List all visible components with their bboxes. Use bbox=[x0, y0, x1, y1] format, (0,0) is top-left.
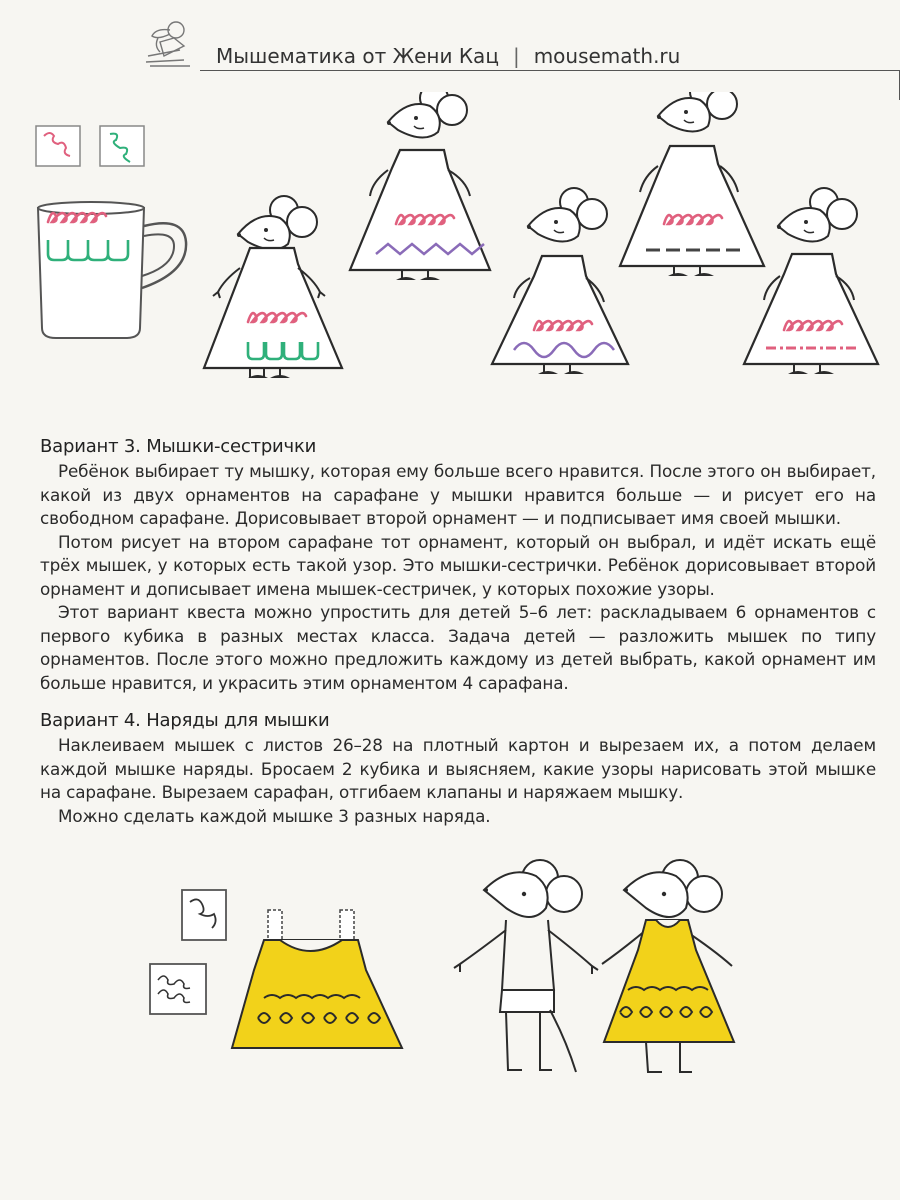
mug-icon bbox=[38, 202, 186, 338]
mouse-4-icon bbox=[620, 92, 764, 276]
ornament-card-pink-icon bbox=[36, 126, 80, 166]
variant-3-paragraph-3: Этот вариант квеста можно упростить для детей 5–6 лет: раскладываем 6 орнаментов с первого кубика в разных местах класса. Задача детей — разложить мышек по типу орнаментов. После этого можно предложить каждому из детей выбрать, какой орнамент им больше нравится, и украсить этим орнаментом 4 сарафана. bbox=[40, 602, 876, 693]
variant-3-paragraph-2: Потом рисует на втором сарафане тот орнамент, который он выбрал, и идёт искать ещё трёх мышек, у которых есть такой узор. Это мышки-сестрички. Ребёнок дорисовывает второй орнамент и дописывает имена мышек-сестричек, у которых похожие узоры. bbox=[40, 531, 876, 599]
variant-3-paragraph-1: Ребёнок выбирает ту мышку, которая ему больше всего нравится. После этого он выбирает, какой из двух орнаментов на сарафане у мышки нравится больше — и рисует его на свободном сарафане. Дорисовывает второй орнамент — и подписывает имя своей мышки. bbox=[40, 461, 876, 528]
ornament-card-green-icon bbox=[100, 126, 144, 166]
undressed-mouse-icon bbox=[454, 860, 598, 1072]
mouse-2-icon bbox=[350, 92, 490, 280]
yellow-dress-icon bbox=[232, 910, 402, 1048]
variant-4-paragraph-2: Можно сделать каждой мышке 3 разных наряда. bbox=[58, 805, 491, 826]
wave-ornament-card-icon bbox=[182, 890, 226, 940]
mouse-1-icon bbox=[204, 196, 342, 378]
book-title: Мышематика от Жени Кац bbox=[216, 44, 499, 68]
mouse-logo-icon bbox=[140, 16, 202, 72]
variant-4-paragraph-1: Наклеиваем мышек с листов 26–28 на плотный картон и вырезаем их, а потом делаем каждой мышке наряды. Бросаем 2 кубика и выясняем, какие узоры нарисовать этой мышке на сарафане. Вырезаем сарафан, отгибаем клапаны и наряжаем мышку. bbox=[40, 735, 876, 802]
variant-4-heading: Вариант 4. Наряды для мышки bbox=[40, 710, 330, 731]
variant-4-section bbox=[40, 710, 876, 828]
mouse-3-icon bbox=[492, 188, 628, 374]
mouse-5-icon bbox=[744, 188, 878, 374]
variant-3-heading: Вариант 3. Мышки-сестрички bbox=[40, 436, 317, 457]
mice-sisters-illustration bbox=[30, 92, 880, 392]
variant-3-section bbox=[40, 436, 876, 695]
header-title bbox=[216, 44, 680, 68]
dressed-mouse-icon bbox=[602, 860, 734, 1072]
header-separator: | bbox=[512, 44, 520, 68]
page-header bbox=[140, 30, 900, 78]
mouse-outfit-illustration bbox=[140, 850, 780, 1080]
loop-ornament-card-icon bbox=[150, 964, 206, 1014]
header-rule bbox=[200, 70, 900, 71]
site-name: mousemath.ru bbox=[533, 44, 681, 68]
